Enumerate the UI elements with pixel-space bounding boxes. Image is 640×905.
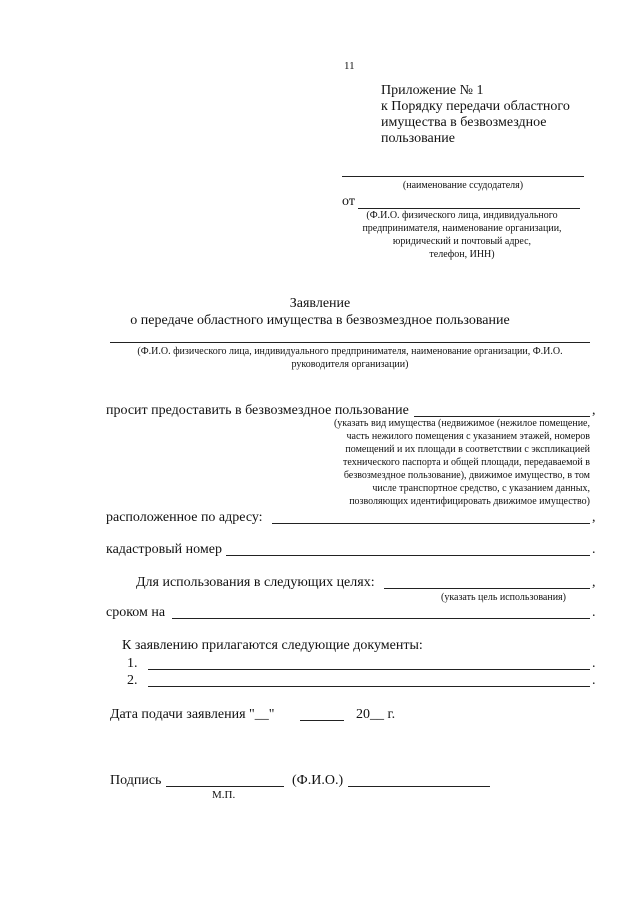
purpose-label: Для использования в следующих целях: bbox=[136, 575, 375, 590]
punctuation: . bbox=[592, 656, 596, 671]
request-label: просит предоставить в безвозмездное пользование bbox=[106, 403, 409, 418]
appendix-line: к Порядку передачи областного bbox=[381, 99, 570, 114]
appendix-line: пользование bbox=[381, 131, 455, 146]
fio-label: (Ф.И.О.) bbox=[292, 773, 344, 788]
caption-line: технического паспорта и общей площади, передаваемой в bbox=[343, 457, 590, 468]
caption-line: числе транспортное средство, с указанием данных, bbox=[372, 483, 590, 494]
document-item-line bbox=[148, 669, 590, 670]
lender-caption: (наименование ссудодателя) bbox=[402, 180, 524, 191]
stamp-label: М.П. bbox=[212, 789, 236, 801]
property-line bbox=[414, 416, 590, 417]
document-item-line bbox=[148, 686, 590, 687]
caption-line: предпринимателя, наименование организации, bbox=[362, 223, 562, 234]
punctuation: , bbox=[592, 510, 596, 525]
date-month-line bbox=[300, 720, 344, 721]
document-subtitle: о передаче областного имущества в безвозмездное пользование bbox=[130, 313, 510, 328]
caption-line: телефон, ИНН) bbox=[429, 249, 495, 260]
caption-line: безвозмездное пользование), движимое имущество, в том bbox=[343, 470, 590, 481]
documents-label: К заявлению прилагаются следующие документы: bbox=[122, 638, 423, 653]
caption-line: часть нежилого помещения с указанием этажей, номеров bbox=[346, 431, 590, 442]
caption-line: помещений и их площади в соответствии с экспликацией bbox=[345, 444, 590, 455]
punctuation: . bbox=[592, 542, 596, 557]
punctuation: . bbox=[592, 673, 596, 688]
signature-line bbox=[166, 786, 284, 787]
appendix-line: имущества в безвозмездное bbox=[381, 115, 547, 130]
from-line bbox=[358, 208, 580, 209]
address-line bbox=[272, 523, 590, 524]
from-label: от bbox=[342, 194, 355, 209]
document-item-number: 1. bbox=[127, 656, 138, 671]
term-label: сроком на bbox=[106, 605, 166, 620]
appendix-title: Приложение № 1 bbox=[381, 83, 484, 98]
punctuation: , bbox=[592, 403, 596, 418]
applicant-caption: (Ф.И.О. физического лица, индивидуального предпринимателя, наименование организации, Ф.И.О. bbox=[137, 346, 563, 357]
purpose-caption: (указать цель использования) bbox=[441, 592, 566, 603]
date-year: 20__ г. bbox=[356, 707, 396, 722]
caption-line: (указать вид имущества (недвижимое (нежилое помещение, bbox=[333, 418, 590, 429]
caption-line: (Ф.И.О. физического лица, индивидуального bbox=[366, 210, 558, 221]
punctuation: , bbox=[592, 575, 596, 590]
document-item-number: 2. bbox=[127, 673, 138, 688]
fio-line bbox=[348, 786, 490, 787]
purpose-line bbox=[384, 588, 590, 589]
cadastral-line bbox=[226, 555, 590, 556]
applicant-line bbox=[110, 342, 590, 343]
page-number: 11 bbox=[344, 60, 355, 72]
document-title: Заявление bbox=[289, 296, 351, 311]
caption-line: юридический и почтовый адрес, bbox=[392, 236, 532, 247]
signature-label: Подпись bbox=[110, 773, 162, 788]
cadastral-label: кадастровый номер bbox=[106, 542, 222, 557]
date-label: Дата подачи заявления "__" bbox=[110, 707, 275, 722]
lender-line bbox=[342, 176, 584, 177]
caption-line: позволяющих идентифицировать движимое имущество) bbox=[349, 496, 590, 507]
punctuation: . bbox=[592, 605, 596, 620]
term-line bbox=[172, 618, 590, 619]
applicant-caption: руководителя организации) bbox=[291, 359, 409, 370]
address-label: расположенное по адресу: bbox=[106, 510, 263, 525]
